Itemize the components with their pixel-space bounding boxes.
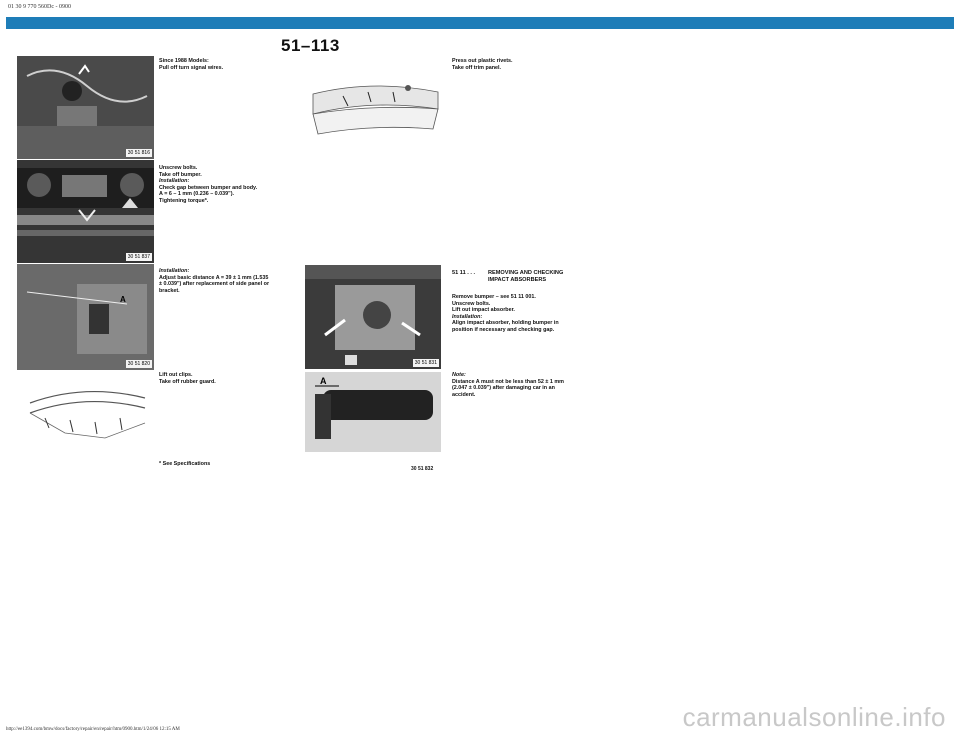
document-id: 01 30 9 770 560Dc - 0900: [8, 4, 71, 10]
text-line: Tightening torque*.: [159, 197, 209, 204]
text-line: Pull off turn signal wires.: [159, 64, 224, 71]
photo-ref-label: 30 51 831: [414, 360, 437, 366]
installation-heading: Installation:: [159, 268, 190, 274]
step-bumper-text: [159, 165, 299, 205]
text-line: position if necessary and checking gap.: [452, 326, 555, 333]
installation-heading: Installation:: [159, 178, 190, 185]
note-block: [452, 372, 612, 398]
dimension-label-a: A: [320, 376, 327, 386]
text-line: Distance A must not be less than 52 ± 1 mm: [452, 378, 564, 385]
step-trim-panel-text: [452, 58, 602, 71]
text-line: Press out plastic rivets.: [452, 58, 513, 64]
text-line: Check gap between bumper and body.: [159, 184, 258, 191]
drawing-trim-panel: [308, 74, 443, 144]
photo-impact-absorber-mount: [305, 265, 441, 369]
text-line: Take off bumper.: [159, 171, 202, 178]
text-line: bracket.: [159, 287, 180, 294]
text-line: Since 1988 Models:: [159, 58, 209, 64]
text-line: Unscrew bolts.: [452, 300, 491, 307]
text-line: Take off rubber guard.: [159, 378, 216, 385]
page-number: 51–113: [281, 36, 340, 55]
text-line: Take off trim panel.: [452, 64, 502, 71]
step-distance-text: [159, 268, 299, 294]
step-turn-signal-text: [159, 58, 299, 71]
photo-impact-absorber: [305, 372, 441, 452]
text-line: A = 6 – 1 mm (0.236 – 0.039").: [159, 191, 235, 198]
photo-ref-label: 30 51 816: [127, 150, 150, 156]
text-line: Lift out clips.: [159, 372, 193, 378]
drawing-rubber-guard: [25, 378, 150, 448]
photo-basic-distance: [17, 264, 154, 370]
svg-text:A: A: [120, 295, 126, 304]
installation-heading: Installation:: [452, 313, 483, 320]
section-code: 51 11 . . .: [452, 270, 476, 276]
footer-url: http://ee1394.com/bmw/docs/factory/repair/en/repair/htm/0900.htm/1/24/06 12:15 AM: [6, 727, 180, 732]
note-heading: Note:: [452, 372, 466, 378]
section-title-line: REMOVING AND CHECKING: [488, 270, 564, 276]
watermark: carmanualsonline.info: [682, 702, 946, 732]
text-line: Adjust basic distance A = 39 ± 1 mm (1.535: [159, 274, 269, 281]
step-rubber-guard-text: [159, 372, 299, 385]
text-line: Lift out impact absorber.: [452, 307, 515, 314]
text-line: Remove bumper – see 51 11 001.: [452, 294, 536, 300]
photo-ref-label: 30 51 837: [127, 254, 150, 260]
text-line: Align impact absorber, holding bumper in: [452, 320, 559, 327]
text-line: ± 0.039") after replacement of side panel or: [159, 281, 270, 288]
text-line: accident.: [452, 391, 476, 398]
photo-ref-label: 30 51 820: [127, 361, 150, 367]
text-line: Unscrew bolts.: [159, 165, 198, 171]
header-bar: [6, 17, 954, 29]
photo-bumper-bolts: [17, 160, 154, 263]
section-title-line: IMPACT ABSORBERS: [488, 276, 547, 283]
photo-ref-label: 30 51 832: [411, 466, 434, 472]
photo-turn-signal-wires: [17, 56, 154, 159]
section-steps: [452, 294, 612, 334]
section-title: [488, 270, 608, 283]
text-line: (2.047 ± 0.039") after damaging car in an: [452, 385, 555, 392]
footnote: * See Specifications: [159, 461, 211, 467]
